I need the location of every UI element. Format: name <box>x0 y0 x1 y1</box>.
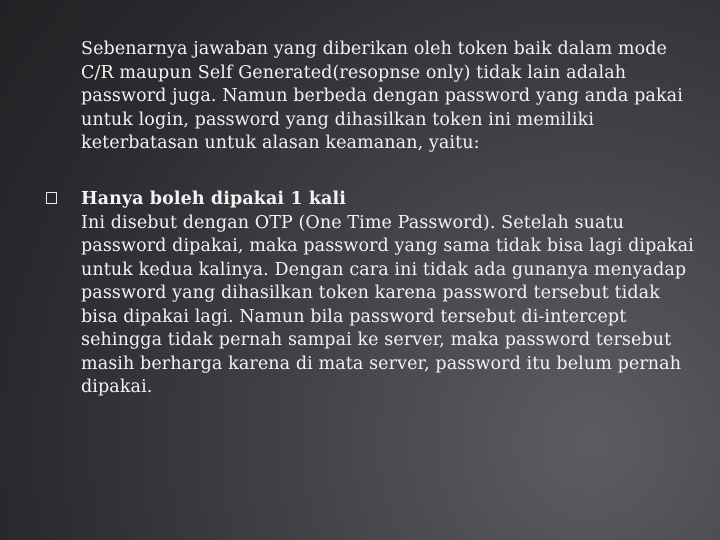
intro-paragraph: Sebenarnya jawaban yang diberikan oleh token baik dalam mode C/R maupun Self Generated(resopnse only) tidak lain adalah password juga. Namun berbeda dengan password yang anda pakai untuk login, password yang dihasilkan token ini memiliki keterbatasan untuk alasan keamanan, yaitu: <box>81 39 683 153</box>
bullet-heading: Hanya boleh dipakai 1 kali <box>81 189 346 209</box>
bullet-body: Ini disebut dengan OTP (One Time Password). Setelah suatu password dipakai, maka password yang sama tidak bisa lagi dipakai untuk kedua kalinya. Dengan cara ini tidak ada gunanya menyadap password yang dihasilkan token karena password tersebut tidak bisa dipakai lagi. Namun bila password tersebut di-intercept sehingga tidak pernah sampai ke server, maka password tersebut masih berharga karena di mata server, password itu belum pernah dipakai. <box>81 212 694 397</box>
square-bullet-icon <box>46 192 57 204</box>
bullet-text <box>81 188 701 400</box>
